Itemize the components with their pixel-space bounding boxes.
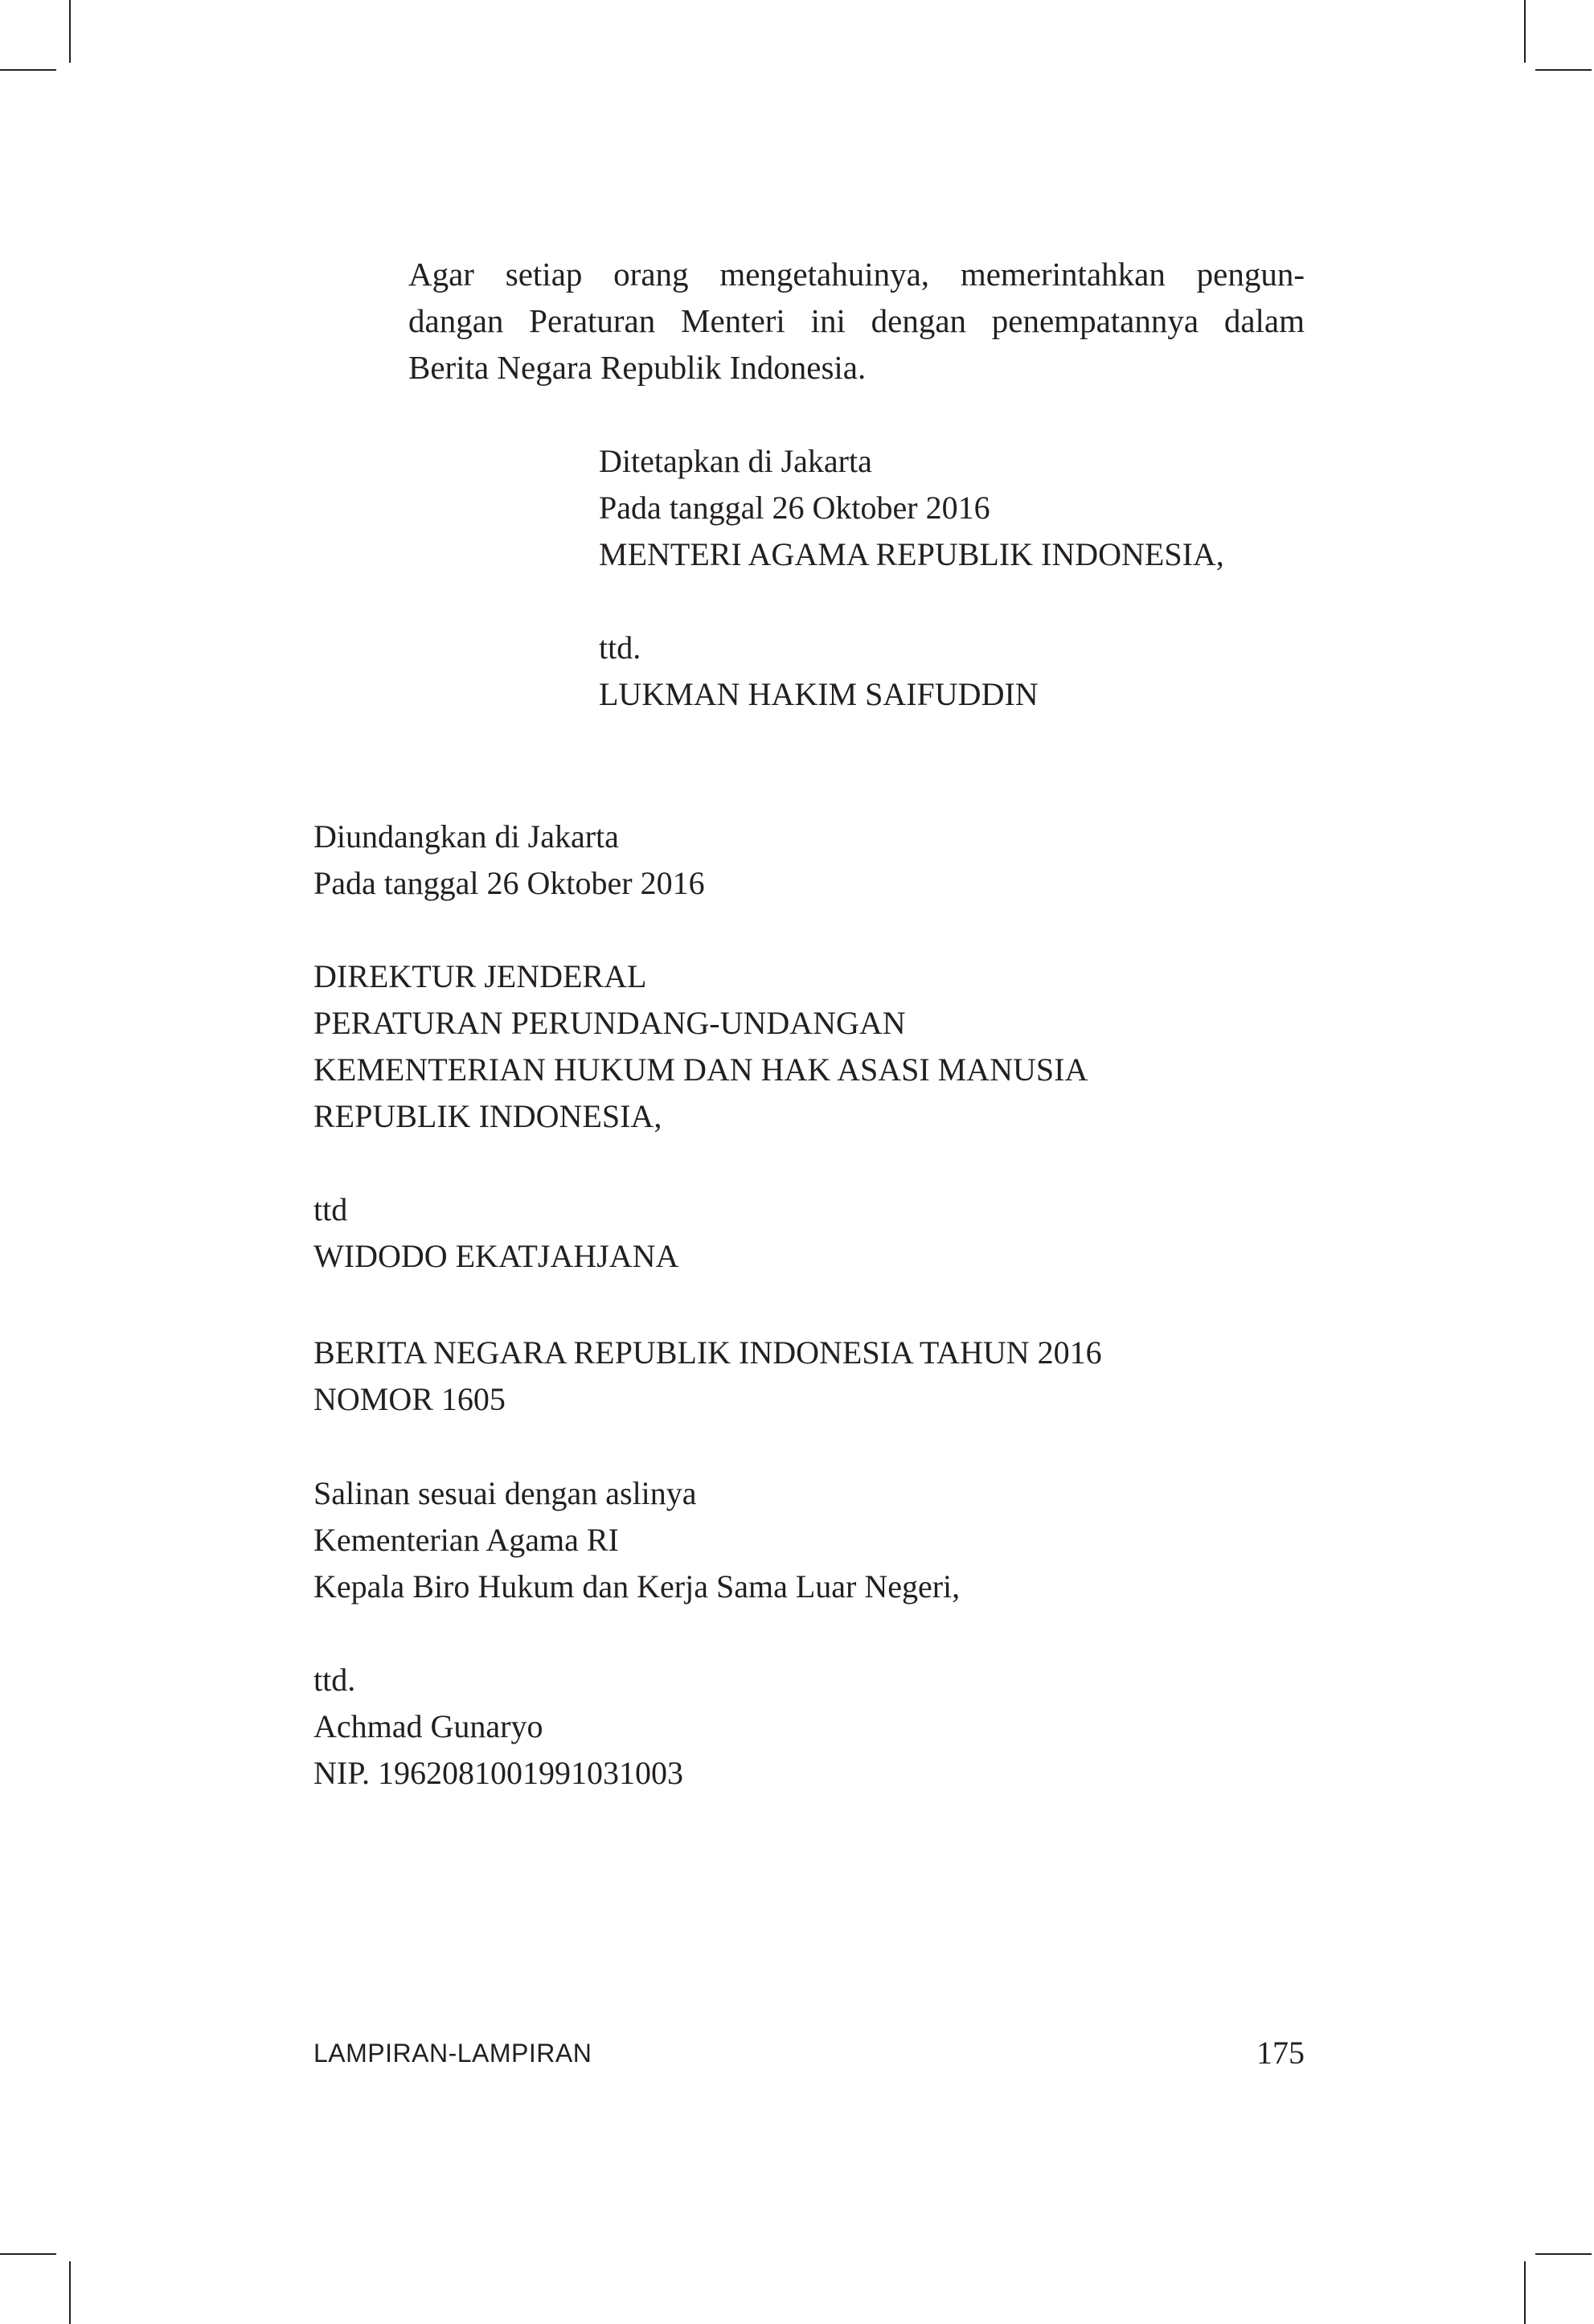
paragraph-line: Berita Negara Republik Indonesia. bbox=[408, 349, 867, 386]
crop-mark bbox=[1524, 0, 1526, 63]
page-number: 175 bbox=[1256, 2035, 1305, 2071]
certification-line: Kepala Biro Hukum dan Kerja Sama Luar Negeri, bbox=[313, 1568, 961, 1605]
crop-mark bbox=[1535, 69, 1592, 71]
crop-mark bbox=[0, 2253, 56, 2255]
promulgation-title-line: REPUBLIK INDONESIA, bbox=[313, 1098, 662, 1134]
enactment-block bbox=[599, 438, 1224, 718]
gazette-block bbox=[313, 1330, 1102, 1423]
certification-line: Salinan sesuai dengan aslinya bbox=[313, 1475, 697, 1511]
closing-paragraph bbox=[408, 251, 1305, 391]
promulgation-block bbox=[313, 814, 1088, 1280]
certification-line: Kementerian Agama RI bbox=[313, 1522, 619, 1558]
promulgation-title-line: PERATURAN PERUNDANG-UNDANGAN bbox=[313, 1005, 906, 1041]
gazette-line: BERITA NEGARA REPUBLIK INDONESIA TAHUN 2016 bbox=[313, 1334, 1102, 1371]
crop-mark bbox=[0, 69, 56, 71]
crop-mark bbox=[69, 0, 71, 63]
gazette-line: NOMOR 1605 bbox=[313, 1381, 506, 1417]
copy-certification-block bbox=[313, 1470, 960, 1797]
enactment-title: MENTERI AGAMA REPUBLIK INDONESIA, bbox=[599, 536, 1224, 572]
certification-nip: NIP. 1962081001991031003 bbox=[313, 1755, 684, 1791]
certification-signature: ttd. bbox=[313, 1662, 356, 1698]
footer-section-label: LAMPIRAN-LAMPIRAN bbox=[313, 2039, 592, 2068]
promulgation-place: Diundangkan di Jakarta bbox=[313, 818, 619, 855]
enactment-name: LUKMAN HAKIM SAIFUDDIN bbox=[599, 676, 1039, 712]
promulgation-name: WIDODO EKATJAHJANA bbox=[313, 1238, 679, 1274]
promulgation-date: Pada tanggal 26 Oktober 2016 bbox=[313, 865, 705, 901]
enactment-date: Pada tanggal 26 Oktober 2016 bbox=[599, 490, 990, 526]
paragraph-line: Agar setiap orang mengetahuinya, memerintahkan pengun- bbox=[408, 256, 1305, 293]
enactment-signature: ttd. bbox=[599, 629, 641, 666]
crop-mark bbox=[69, 2261, 71, 2324]
promulgation-title-line: KEMENTERIAN HUKUM DAN HAK ASASI MANUSIA bbox=[313, 1051, 1088, 1088]
paragraph-line: dangan Peraturan Menteri ini dengan penempatannya dalam bbox=[408, 302, 1305, 339]
crop-mark bbox=[1524, 2261, 1526, 2324]
certification-name: Achmad Gunaryo bbox=[313, 1708, 543, 1744]
crop-mark bbox=[1535, 2253, 1592, 2255]
promulgation-signature: ttd bbox=[313, 1191, 348, 1228]
enactment-place: Ditetapkan di Jakarta bbox=[599, 443, 872, 479]
promulgation-title-line: DIREKTUR JENDERAL bbox=[313, 958, 647, 994]
